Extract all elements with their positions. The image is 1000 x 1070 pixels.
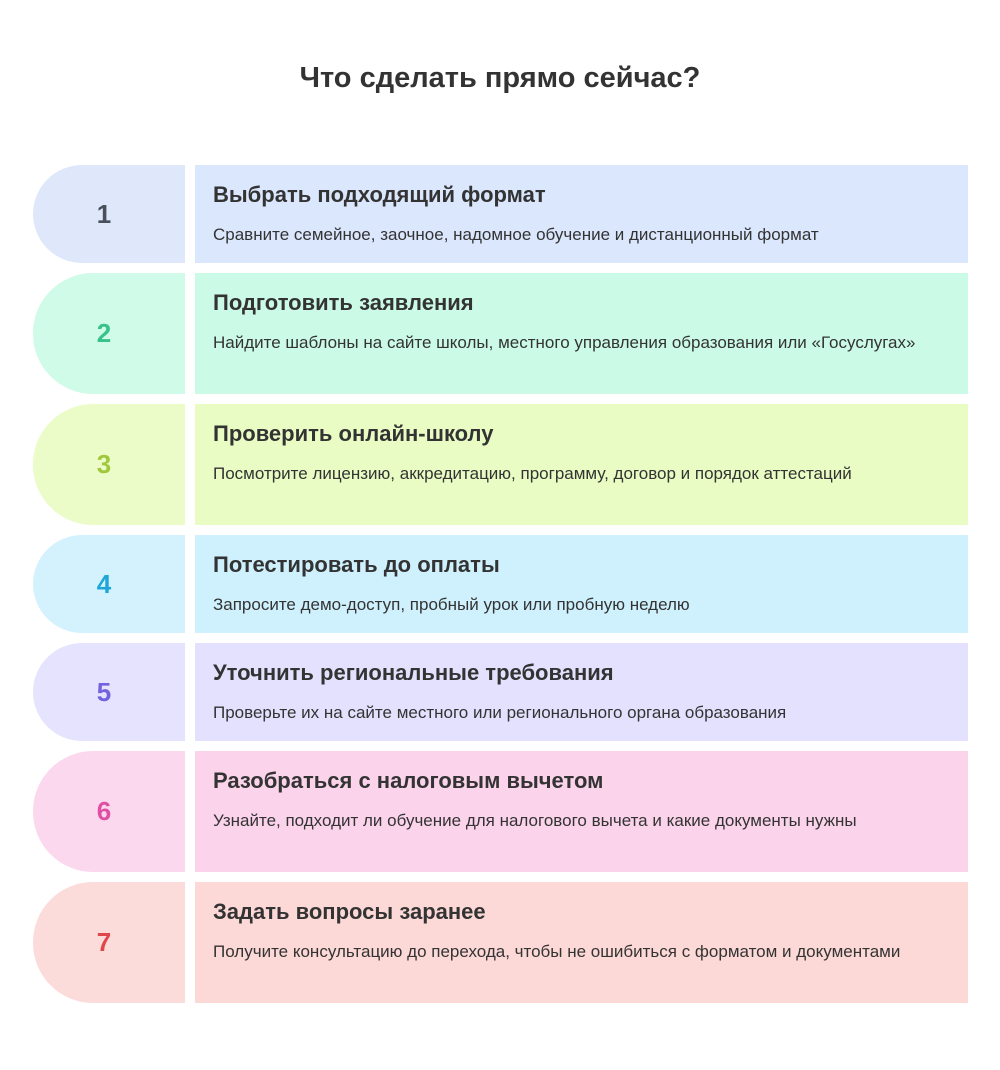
step-number-cell (33, 165, 185, 263)
step-item (33, 751, 968, 872)
step-number: 5 (96, 676, 112, 707)
step-content (195, 404, 968, 525)
step-content (195, 165, 968, 263)
step-title: Проверить онлайн-школу (213, 421, 494, 446)
step-item (33, 882, 968, 1003)
page-title: Что сделать прямо сейчас? (299, 62, 701, 94)
step-number: 6 (96, 796, 112, 826)
step-number-cell (33, 882, 185, 1003)
step-content (195, 751, 968, 872)
steps-list (33, 165, 968, 1013)
step-title: Подготовить заявления (213, 290, 474, 315)
step-number-cell (33, 273, 185, 394)
step-content (195, 535, 968, 633)
step-number-cell (33, 643, 185, 741)
step-title: Разобраться с налоговым вычетом (213, 768, 604, 793)
step-description: Посмотрите лицензию, аккредитацию, программу, договор и порядок аттестаций (213, 464, 852, 483)
step-item (33, 273, 968, 394)
step-item (33, 535, 968, 633)
step-number: 7 (96, 927, 112, 957)
step-number: 1 (96, 198, 112, 229)
step-title: Потестировать до оплаты (213, 552, 500, 577)
step-number-cell (33, 535, 185, 633)
step-title: Уточнить региональные требования (213, 660, 614, 685)
step-description: Получите консультацию до перехода, чтобы не ошибиться с форматом и документами (213, 942, 901, 961)
step-number: 4 (96, 568, 112, 599)
step-number-cell (33, 751, 185, 872)
step-item (33, 165, 968, 263)
step-content (195, 882, 968, 1003)
step-number: 2 (96, 318, 112, 348)
step-description: Сравните семейное, заочное, надомное обучение и дистанционный формат (213, 225, 819, 244)
step-content (195, 643, 968, 741)
step-title: Выбрать подходящий формат (213, 182, 546, 207)
step-description: Найдите шаблоны на сайте школы, местного управления образования или «Госуслугах» (213, 333, 916, 352)
step-number: 3 (96, 449, 112, 479)
step-content (195, 273, 968, 394)
step-item (33, 404, 968, 525)
step-description: Запросите демо-доступ, пробный урок или пробную неделю (213, 595, 690, 614)
step-description: Узнайте, подходит ли обучение для налогового вычета и какие документы нужны (213, 811, 857, 830)
step-title: Задать вопросы заранее (213, 899, 486, 924)
step-item (33, 643, 968, 741)
step-description: Проверьте их на сайте местного или регионального органа образования (213, 703, 787, 722)
step-number-cell (33, 404, 185, 525)
